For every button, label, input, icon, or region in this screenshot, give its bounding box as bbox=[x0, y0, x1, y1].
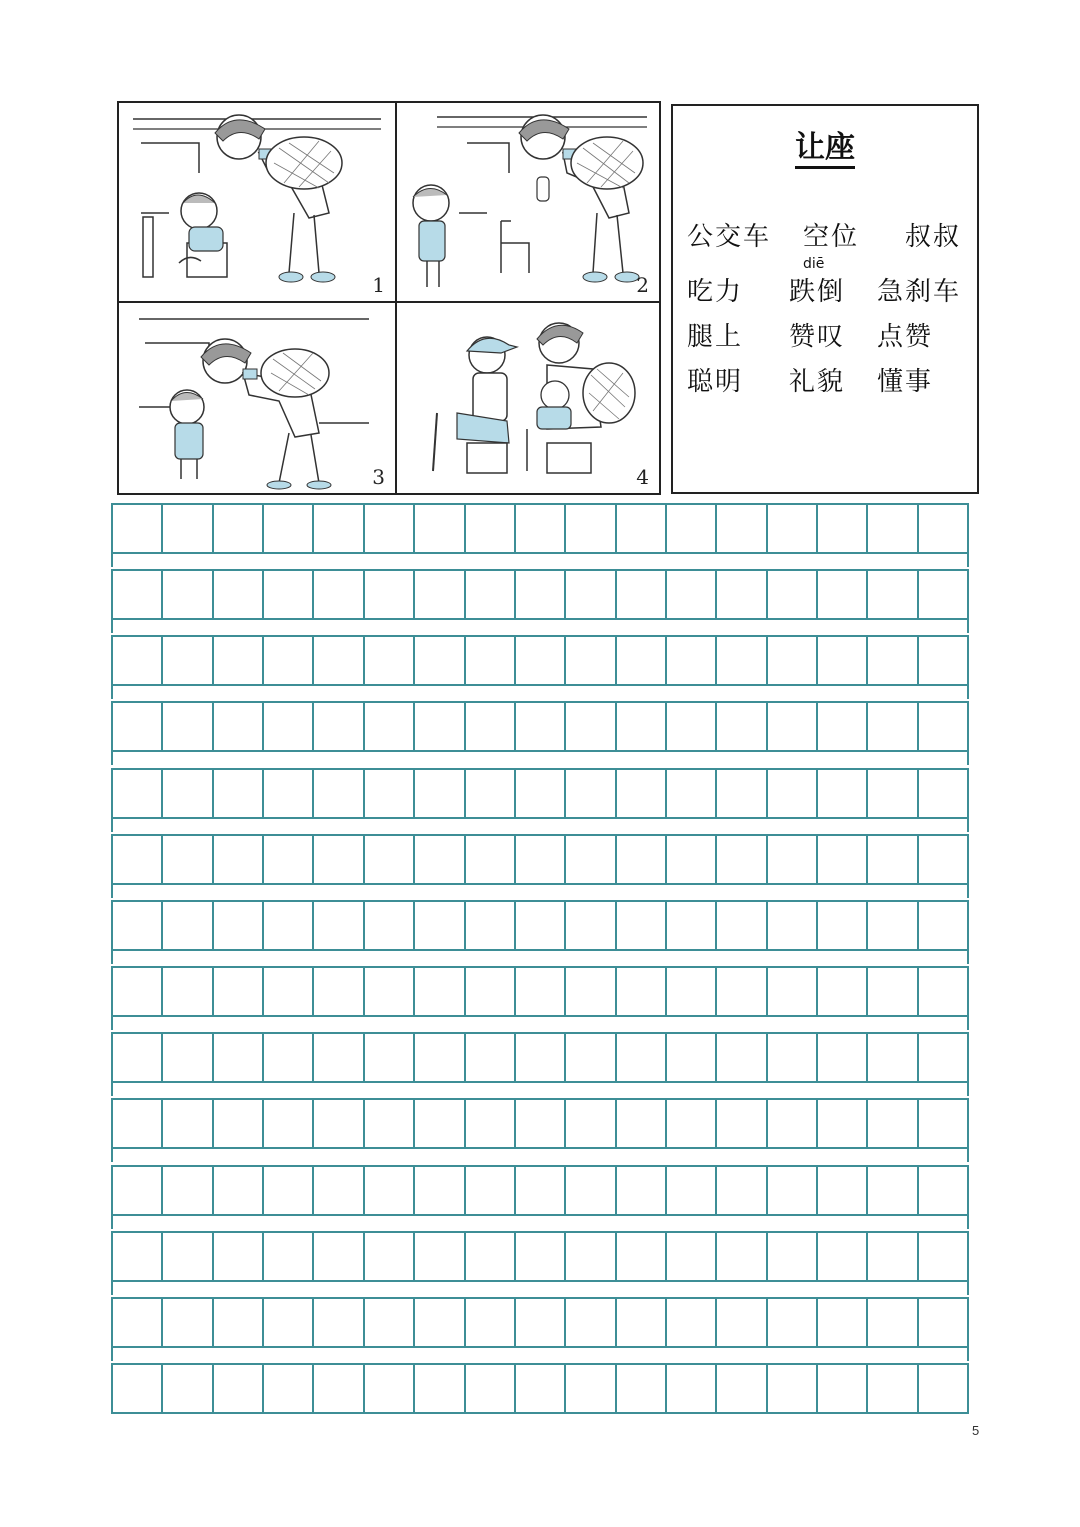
grid-cell[interactable] bbox=[163, 902, 213, 949]
grid-cell[interactable] bbox=[617, 505, 667, 552]
grid-cell[interactable] bbox=[466, 505, 516, 552]
grid-row-gap bbox=[111, 752, 969, 765]
grid-cell[interactable] bbox=[163, 1167, 213, 1214]
grid-cell[interactable] bbox=[617, 1299, 667, 1346]
grid-cell[interactable] bbox=[214, 1167, 264, 1214]
grid-row bbox=[111, 1231, 969, 1282]
grid-cell[interactable] bbox=[868, 1100, 918, 1147]
grid-row-gap bbox=[111, 1282, 969, 1295]
grid-cell[interactable] bbox=[214, 770, 264, 817]
grid-cell[interactable] bbox=[113, 1167, 163, 1214]
grid-cell[interactable] bbox=[466, 1299, 516, 1346]
vocab-word: 跌倒 bbox=[789, 277, 846, 307]
grid-cell[interactable] bbox=[314, 770, 364, 817]
grid-cell[interactable] bbox=[617, 1233, 667, 1280]
grid-cell[interactable] bbox=[365, 637, 415, 684]
grid-cell[interactable] bbox=[868, 505, 918, 552]
grid-cell[interactable] bbox=[516, 1365, 566, 1412]
grid-cell[interactable] bbox=[868, 637, 918, 684]
grid-cell[interactable] bbox=[566, 1034, 616, 1081]
grid-row bbox=[111, 1098, 969, 1149]
grid-cell[interactable] bbox=[163, 637, 213, 684]
grid-row-gap bbox=[111, 1017, 969, 1030]
grid-cell[interactable] bbox=[163, 770, 213, 817]
panel-1-illustration bbox=[119, 103, 395, 301]
grid-cell[interactable] bbox=[415, 1233, 465, 1280]
grid-cell[interactable] bbox=[768, 1167, 818, 1214]
grid-cell[interactable] bbox=[768, 968, 818, 1015]
grid-row-gap bbox=[111, 1348, 969, 1361]
vocab-word: 点赞 bbox=[877, 322, 934, 352]
grid-cell[interactable] bbox=[818, 703, 868, 750]
grid-cell[interactable] bbox=[314, 836, 364, 883]
grid-cell[interactable] bbox=[717, 703, 767, 750]
grid-cell[interactable] bbox=[466, 902, 516, 949]
grid-cell[interactable] bbox=[919, 1100, 967, 1147]
grid-cell[interactable] bbox=[466, 1167, 516, 1214]
grid-cell[interactable] bbox=[516, 1100, 566, 1147]
grid-cell[interactable] bbox=[163, 1299, 213, 1346]
grid-cell[interactable] bbox=[113, 1100, 163, 1147]
grid-cell[interactable] bbox=[667, 968, 717, 1015]
grid-cell[interactable] bbox=[768, 1365, 818, 1412]
grid-cell[interactable] bbox=[466, 1100, 516, 1147]
grid-cell[interactable] bbox=[113, 1233, 163, 1280]
grid-cell[interactable] bbox=[415, 1167, 465, 1214]
grid-cell[interactable] bbox=[717, 505, 767, 552]
grid-cell[interactable] bbox=[818, 1233, 868, 1280]
grid-cell[interactable] bbox=[818, 1365, 868, 1412]
grid-cell[interactable] bbox=[566, 902, 616, 949]
grid-cell[interactable] bbox=[617, 770, 667, 817]
grid-cell[interactable] bbox=[919, 1034, 967, 1081]
grid-cell[interactable] bbox=[919, 1299, 967, 1346]
grid-cell[interactable] bbox=[667, 1100, 717, 1147]
grid-cell[interactable] bbox=[113, 505, 163, 552]
grid-cell[interactable] bbox=[466, 1034, 516, 1081]
grid-row bbox=[111, 1165, 969, 1216]
grid-row-gap bbox=[111, 620, 969, 633]
grid-cell[interactable] bbox=[919, 1365, 967, 1412]
panel-number: 3 bbox=[372, 465, 385, 489]
grid-cell[interactable] bbox=[566, 1167, 616, 1214]
grid-cell[interactable] bbox=[113, 968, 163, 1015]
grid-cell[interactable] bbox=[667, 770, 717, 817]
grid-cell[interactable] bbox=[717, 1299, 767, 1346]
grid-cell[interactable] bbox=[314, 1299, 364, 1346]
grid-cell[interactable] bbox=[768, 505, 818, 552]
vocab-word: 赞叹 bbox=[789, 322, 846, 352]
grid-row bbox=[111, 900, 969, 951]
grid-cell[interactable] bbox=[314, 1167, 364, 1214]
panel-2-illustration bbox=[397, 103, 659, 301]
comic-panel-4 bbox=[397, 303, 659, 493]
grid-cell[interactable] bbox=[516, 902, 566, 949]
grid-cell[interactable] bbox=[818, 1299, 868, 1346]
grid-cell[interactable] bbox=[365, 902, 415, 949]
grid-cell[interactable] bbox=[415, 571, 465, 618]
vocab-word: 吃力 bbox=[687, 277, 744, 307]
grid-cell[interactable] bbox=[113, 1365, 163, 1412]
grid-cell[interactable] bbox=[415, 836, 465, 883]
grid-cell[interactable] bbox=[516, 968, 566, 1015]
grid-cell[interactable] bbox=[868, 1233, 918, 1280]
grid-cell[interactable] bbox=[868, 902, 918, 949]
grid-cell[interactable] bbox=[365, 571, 415, 618]
grid-cell[interactable] bbox=[214, 902, 264, 949]
grid-cell[interactable] bbox=[214, 637, 264, 684]
grid-cell[interactable] bbox=[113, 703, 163, 750]
grid-cell[interactable] bbox=[163, 505, 213, 552]
grid-cell[interactable] bbox=[919, 902, 967, 949]
panel-number: 2 bbox=[636, 273, 649, 297]
grid-cell[interactable] bbox=[466, 836, 516, 883]
grid-row-gap bbox=[111, 1216, 969, 1229]
grid-cell[interactable] bbox=[919, 505, 967, 552]
grid-cell[interactable] bbox=[868, 1167, 918, 1214]
grid-cell[interactable] bbox=[868, 836, 918, 883]
grid-cell[interactable] bbox=[314, 571, 364, 618]
grid-cell[interactable] bbox=[264, 1365, 314, 1412]
grid-cell[interactable] bbox=[919, 1167, 967, 1214]
grid-cell[interactable] bbox=[818, 770, 868, 817]
grid-cell[interactable] bbox=[768, 571, 818, 618]
grid-cell[interactable] bbox=[919, 703, 967, 750]
grid-cell[interactable] bbox=[768, 902, 818, 949]
grid-cell[interactable] bbox=[868, 770, 918, 817]
grid-cell[interactable] bbox=[566, 637, 616, 684]
grid-cell[interactable] bbox=[667, 703, 717, 750]
grid-cell[interactable] bbox=[566, 571, 616, 618]
grid-cell[interactable] bbox=[566, 1365, 616, 1412]
grid-row bbox=[111, 834, 969, 885]
grid-cell[interactable] bbox=[566, 1100, 616, 1147]
grid-row bbox=[111, 966, 969, 1017]
grid-cell[interactable] bbox=[566, 505, 616, 552]
vocab-word: 急刹车 bbox=[877, 277, 962, 307]
grid-cell[interactable] bbox=[314, 1100, 364, 1147]
grid-cell[interactable] bbox=[667, 571, 717, 618]
grid-cell[interactable] bbox=[566, 770, 616, 817]
grid-cell[interactable] bbox=[314, 637, 364, 684]
grid-row bbox=[111, 503, 969, 554]
grid-cell[interactable] bbox=[768, 836, 818, 883]
grid-cell[interactable] bbox=[264, 1034, 314, 1081]
grid-cell[interactable] bbox=[617, 1034, 667, 1081]
grid-cell[interactable] bbox=[214, 1100, 264, 1147]
grid-cell[interactable] bbox=[415, 505, 465, 552]
grid-cell[interactable] bbox=[868, 703, 918, 750]
grid-cell[interactable] bbox=[818, 571, 868, 618]
vocab-word: 叔叔 bbox=[905, 222, 962, 252]
grid-cell[interactable] bbox=[264, 1299, 314, 1346]
grid-cell[interactable] bbox=[717, 770, 767, 817]
grid-cell[interactable] bbox=[415, 1365, 465, 1412]
grid-cell[interactable] bbox=[617, 703, 667, 750]
grid-cell[interactable] bbox=[516, 505, 566, 552]
grid-cell[interactable] bbox=[214, 1034, 264, 1081]
comic-panel-3 bbox=[119, 303, 397, 493]
grid-cell[interactable] bbox=[617, 902, 667, 949]
grid-cell[interactable] bbox=[868, 1365, 918, 1412]
grid-cell[interactable] bbox=[264, 968, 314, 1015]
grid-cell[interactable] bbox=[415, 770, 465, 817]
grid-cell[interactable] bbox=[566, 836, 616, 883]
grid-row-gap bbox=[111, 819, 969, 832]
grid-cell[interactable] bbox=[264, 902, 314, 949]
grid-cell[interactable] bbox=[868, 1034, 918, 1081]
grid-cell[interactable] bbox=[264, 1233, 314, 1280]
grid-cell[interactable] bbox=[818, 637, 868, 684]
grid-cell[interactable] bbox=[264, 770, 314, 817]
grid-cell[interactable] bbox=[415, 1034, 465, 1081]
vocab-word: 懂事 bbox=[877, 367, 934, 397]
grid-cell[interactable] bbox=[113, 637, 163, 684]
grid-cell[interactable] bbox=[214, 505, 264, 552]
grid-cell[interactable] bbox=[163, 836, 213, 883]
grid-cell[interactable] bbox=[868, 968, 918, 1015]
panel-number: 4 bbox=[636, 465, 649, 489]
grid-cell[interactable] bbox=[264, 571, 314, 618]
grid-cell[interactable] bbox=[768, 1233, 818, 1280]
grid-cell[interactable] bbox=[617, 571, 667, 618]
grid-cell[interactable] bbox=[365, 1034, 415, 1081]
grid-cell[interactable] bbox=[214, 968, 264, 1015]
grid-cell[interactable] bbox=[818, 1034, 868, 1081]
grid-cell[interactable] bbox=[717, 902, 767, 949]
grid-cell[interactable] bbox=[667, 1034, 717, 1081]
grid-cell[interactable] bbox=[264, 637, 314, 684]
grid-cell[interactable] bbox=[566, 968, 616, 1015]
grid-cell[interactable] bbox=[264, 836, 314, 883]
grid-cell[interactable] bbox=[566, 1299, 616, 1346]
page-number: 5 bbox=[972, 1423, 980, 1438]
grid-cell[interactable] bbox=[365, 1100, 415, 1147]
grid-row bbox=[111, 1297, 969, 1348]
grid-cell[interactable] bbox=[818, 836, 868, 883]
grid-cell[interactable] bbox=[617, 637, 667, 684]
grid-cell[interactable] bbox=[163, 968, 213, 1015]
grid-cell[interactable] bbox=[919, 836, 967, 883]
grid-cell[interactable] bbox=[365, 1167, 415, 1214]
vocab-word: 腿上 bbox=[687, 322, 744, 352]
grid-cell[interactable] bbox=[264, 1167, 314, 1214]
grid-cell[interactable] bbox=[466, 1233, 516, 1280]
grid-cell[interactable] bbox=[163, 703, 213, 750]
grid-cell[interactable] bbox=[516, 836, 566, 883]
grid-cell[interactable] bbox=[516, 1233, 566, 1280]
grid-cell[interactable] bbox=[516, 637, 566, 684]
grid-cell[interactable] bbox=[314, 1365, 364, 1412]
grid-cell[interactable] bbox=[768, 1299, 818, 1346]
grid-cell[interactable] bbox=[919, 571, 967, 618]
grid-cell[interactable] bbox=[617, 968, 667, 1015]
grid-cell[interactable] bbox=[717, 571, 767, 618]
grid-cell[interactable] bbox=[113, 1299, 163, 1346]
grid-row bbox=[111, 1032, 969, 1083]
grid-cell[interactable] bbox=[717, 637, 767, 684]
grid-cell[interactable] bbox=[717, 968, 767, 1015]
grid-cell[interactable] bbox=[214, 1299, 264, 1346]
grid-cell[interactable] bbox=[415, 902, 465, 949]
grid-cell[interactable] bbox=[314, 968, 364, 1015]
grid-cell[interactable] bbox=[617, 836, 667, 883]
grid-cell[interactable] bbox=[314, 505, 364, 552]
grid-row bbox=[111, 569, 969, 620]
grid-row bbox=[111, 768, 969, 819]
grid-cell[interactable] bbox=[717, 836, 767, 883]
grid-cell[interactable] bbox=[717, 1167, 767, 1214]
grid-cell[interactable] bbox=[818, 968, 868, 1015]
grid-row-gap bbox=[111, 885, 969, 898]
panel-4-illustration bbox=[397, 303, 659, 491]
grid-cell[interactable] bbox=[868, 571, 918, 618]
grid-cell[interactable] bbox=[667, 836, 717, 883]
grid-cell[interactable] bbox=[919, 1233, 967, 1280]
grid-cell[interactable] bbox=[113, 836, 163, 883]
grid-row-gap bbox=[111, 951, 969, 964]
grid-cell[interactable] bbox=[818, 505, 868, 552]
grid-cell[interactable] bbox=[365, 1365, 415, 1412]
grid-cell[interactable] bbox=[566, 1233, 616, 1280]
grid-cell[interactable] bbox=[667, 1299, 717, 1346]
vocabulary-box bbox=[671, 104, 979, 494]
grid-cell[interactable] bbox=[617, 1365, 667, 1412]
grid-row-gap bbox=[111, 554, 969, 567]
grid-cell[interactable] bbox=[365, 968, 415, 1015]
grid-cell[interactable] bbox=[717, 1100, 767, 1147]
grid-cell[interactable] bbox=[919, 968, 967, 1015]
vocabulary-title: 让座 bbox=[673, 122, 977, 166]
grid-cell[interactable] bbox=[365, 1233, 415, 1280]
grid-cell[interactable] bbox=[365, 505, 415, 552]
grid-cell[interactable] bbox=[113, 770, 163, 817]
grid-cell[interactable] bbox=[365, 836, 415, 883]
grid-cell[interactable] bbox=[466, 703, 516, 750]
grid-cell[interactable] bbox=[466, 968, 516, 1015]
vocab-word: 聪明 bbox=[687, 367, 744, 397]
grid-cell[interactable] bbox=[768, 1034, 818, 1081]
panel-number: 1 bbox=[372, 273, 385, 297]
grid-cell[interactable] bbox=[768, 703, 818, 750]
panel-3-illustration bbox=[119, 303, 395, 491]
grid-cell[interactable] bbox=[163, 1034, 213, 1081]
grid-cell[interactable] bbox=[113, 1034, 163, 1081]
grid-cell[interactable] bbox=[919, 637, 967, 684]
grid-cell[interactable] bbox=[163, 1365, 213, 1412]
comic-panel-2 bbox=[397, 103, 659, 303]
grid-cell[interactable] bbox=[214, 1233, 264, 1280]
grid-cell[interactable] bbox=[415, 637, 465, 684]
grid-cell[interactable] bbox=[667, 505, 717, 552]
grid-cell[interactable] bbox=[415, 1299, 465, 1346]
grid-cell[interactable] bbox=[868, 1299, 918, 1346]
grid-cell[interactable] bbox=[415, 968, 465, 1015]
grid-cell[interactable] bbox=[466, 571, 516, 618]
grid-row bbox=[111, 1363, 969, 1414]
grid-cell[interactable] bbox=[717, 1233, 767, 1280]
grid-cell[interactable] bbox=[214, 836, 264, 883]
comic-strip bbox=[117, 101, 661, 495]
grid-cell[interactable] bbox=[415, 703, 465, 750]
grid-cell[interactable] bbox=[667, 1365, 717, 1412]
grid-cell[interactable] bbox=[113, 902, 163, 949]
grid-cell[interactable] bbox=[264, 703, 314, 750]
pinyin-annotation: diē bbox=[803, 256, 825, 272]
grid-cell[interactable] bbox=[163, 571, 213, 618]
grid-cell[interactable] bbox=[466, 770, 516, 817]
grid-cell[interactable] bbox=[667, 1233, 717, 1280]
grid-cell[interactable] bbox=[768, 637, 818, 684]
grid-cell[interactable] bbox=[163, 1233, 213, 1280]
grid-cell[interactable] bbox=[667, 902, 717, 949]
grid-cell[interactable] bbox=[566, 703, 616, 750]
grid-cell[interactable] bbox=[163, 1100, 213, 1147]
grid-cell[interactable] bbox=[516, 1167, 566, 1214]
comic-panel-1 bbox=[119, 103, 397, 303]
grid-cell[interactable] bbox=[415, 1100, 465, 1147]
grid-cell[interactable] bbox=[667, 1167, 717, 1214]
grid-cell[interactable] bbox=[818, 1100, 868, 1147]
grid-cell[interactable] bbox=[264, 1100, 314, 1147]
grid-cell[interactable] bbox=[516, 703, 566, 750]
grid-cell[interactable] bbox=[516, 1034, 566, 1081]
grid-cell[interactable] bbox=[113, 571, 163, 618]
grid-cell[interactable] bbox=[516, 770, 566, 817]
grid-row-gap bbox=[111, 1083, 969, 1096]
grid-cell[interactable] bbox=[365, 770, 415, 817]
grid-row bbox=[111, 635, 969, 686]
grid-cell[interactable] bbox=[314, 1034, 364, 1081]
grid-cell[interactable] bbox=[818, 902, 868, 949]
grid-cell[interactable] bbox=[314, 703, 364, 750]
grid-cell[interactable] bbox=[717, 1365, 767, 1412]
grid-cell[interactable] bbox=[365, 1299, 415, 1346]
grid-cell[interactable] bbox=[314, 902, 364, 949]
grid-cell[interactable] bbox=[768, 770, 818, 817]
vocab-word: 礼貌 bbox=[789, 367, 846, 397]
grid-cell[interactable] bbox=[264, 505, 314, 552]
grid-cell[interactable] bbox=[214, 1365, 264, 1412]
grid-row bbox=[111, 701, 969, 752]
grid-cell[interactable] bbox=[516, 571, 566, 618]
grid-cell[interactable] bbox=[314, 1233, 364, 1280]
grid-row-gap bbox=[111, 686, 969, 699]
grid-cell[interactable] bbox=[919, 770, 967, 817]
grid-cell[interactable] bbox=[617, 1100, 667, 1147]
grid-cell[interactable] bbox=[667, 637, 717, 684]
grid-cell[interactable] bbox=[516, 1299, 566, 1346]
grid-cell[interactable] bbox=[365, 703, 415, 750]
grid-cell[interactable] bbox=[214, 703, 264, 750]
grid-cell[interactable] bbox=[768, 1100, 818, 1147]
vocab-word: 空位 bbox=[803, 222, 860, 252]
grid-cell[interactable] bbox=[717, 1034, 767, 1081]
vocab-word: 公交车 bbox=[687, 222, 772, 252]
grid-row-gap bbox=[111, 1149, 969, 1162]
grid-cell[interactable] bbox=[214, 571, 264, 618]
grid-cell[interactable] bbox=[818, 1167, 868, 1214]
grid-cell[interactable] bbox=[617, 1167, 667, 1214]
grid-cell[interactable] bbox=[466, 1365, 516, 1412]
grid-cell[interactable] bbox=[466, 637, 516, 684]
